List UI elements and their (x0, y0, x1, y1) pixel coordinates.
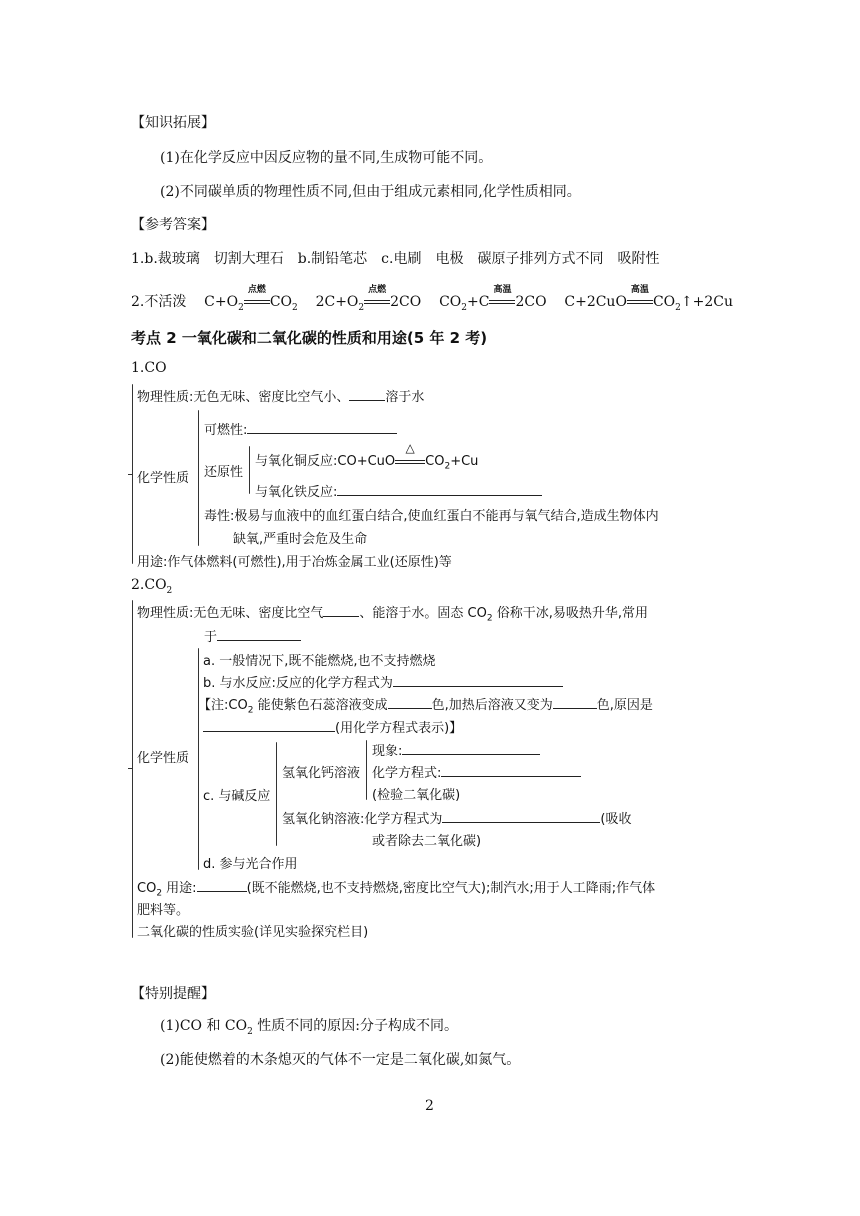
co2-phenomenon: 现象: (372, 740, 540, 759)
reminder-item-2: (2)能使燃着的木条熄灭的气体不一定是二氧化碳,如氮气。 (160, 1052, 521, 1068)
co2-item-a: a. 一般情况下,既不能燃烧,也不支持燃烧 (203, 654, 436, 669)
knowledge-heading: 【知识拓展】 (131, 115, 215, 131)
equation-2: $2C+O_2$ 点燃 2CO (315, 285, 422, 313)
co2-note-2: (用化学方程式表示)】 (203, 717, 462, 736)
co2-item-d: d. 参与光合作用 (203, 857, 298, 872)
co2-physical-2: 于 (204, 626, 301, 645)
co-toxic-1: 毒性:极易与血液中的血红蛋白结合,使血红蛋白不能再与氧气结合,造成生物体内 (204, 509, 659, 524)
co2-chemical-label: 化学性质 (137, 751, 190, 766)
co-physical: 物理性质:无色无味、密度比空气小、 溶于水 (137, 390, 425, 405)
answers-line-2 (131, 285, 733, 313)
section-title: 考点 2 一氧化碳和二氧化碳的性质和用途(5 年 2 考) (131, 329, 488, 347)
co-with-cuo: 与氧化铜反应:CO+CuO △ $CO_2+Cu$ (255, 441, 479, 472)
co-with-fe2o3: 与氧化铁反应: (255, 481, 542, 500)
co2-test: (检验二氧化碳) (372, 788, 461, 803)
co-reducing-label: 还原性 (204, 465, 244, 480)
co2-caoh2-equation: 化学方程式: (372, 762, 581, 781)
co2-naoh: 氢氧化钠溶液:化学方程式为 (吸收 (282, 812, 632, 827)
co2-caoh2-brace (366, 740, 367, 800)
co-flammable: 可燃性: (204, 419, 397, 438)
equation-3: $CO_2+C$ 高温 2CO (439, 285, 547, 313)
co2-caoh2-label: 氢氧化钙溶液 (282, 766, 361, 781)
page-number: 2 (425, 1098, 434, 1114)
co2-physical-1: 物理性质:无色无味、密度比空气 、能溶于水。固态 $CO_2$ 俗称干冰,易吸热升华,常用 (137, 606, 648, 624)
reminder-heading: 【特别提醒】 (131, 986, 215, 1002)
co-toxic-2: 缺氧,严重时会危及生命 (233, 532, 368, 547)
knowledge-item-1: (1)在化学反应中因反应物的量不同,生成物可能不同。 (160, 150, 493, 166)
co2-chemical-brace (198, 648, 199, 870)
co2-experiment: 二氧化碳的性质实验(详见实验探究栏目) (137, 925, 369, 940)
equation-1: $C+O_2$ 点燃 $CO_2$ (204, 285, 298, 313)
reminder-item-1: (1)CO 和 $CO_2$ 性质不同的原因:分子构成不同。 (160, 1018, 459, 1037)
answers-line2-prefix: 2.不活泼 (131, 294, 187, 310)
co2-item-c: c. 与碱反应 (203, 789, 271, 804)
co-chemical-brace (198, 410, 199, 546)
co-chemical-label: 化学性质 (137, 471, 190, 486)
answers-heading: 【参考答案】 (131, 217, 215, 233)
co2-use-2: 肥料等。 (137, 903, 190, 918)
co2-main-brace (132, 600, 133, 938)
answers-line-1: 1.b.裁玻璃 切割大理石 b.制铅笔芯 c.电刷 电极 碳原子排列方式不同 吸附性 (131, 251, 660, 267)
co2-naoh-2: 或者除去二氧化碳) (372, 834, 482, 849)
co-reducing-brace (249, 446, 250, 494)
co-label: 1.CO (131, 360, 167, 376)
knowledge-item-2: (2)不同碳单质的物理性质不同,但由于组成元素相同,化学性质相同。 (160, 184, 581, 200)
co2-use-1: $CO_2$ 用途: (既不能燃烧,也不支持燃烧,密度比空气大);制汽水;用于人工降雨;作气体 (137, 881, 656, 899)
co2-item-b: b. 与水反应:反应的化学方程式为 (203, 672, 563, 691)
co2-base-brace (276, 742, 277, 846)
equation-4: C+2CuO 高温 $CO_2↑+2Cu$ (564, 285, 733, 313)
co-use: 用途:作气体燃料(可燃性),用于冶炼金属工业(还原性)等 (137, 555, 452, 570)
co2-label: $2.CO_2$ (131, 577, 173, 596)
co2-note-1: 【注$:CO_2$ 能使紫色石蕊溶液变成 色,加热后溶液又变为 色,原因是 (198, 698, 653, 716)
